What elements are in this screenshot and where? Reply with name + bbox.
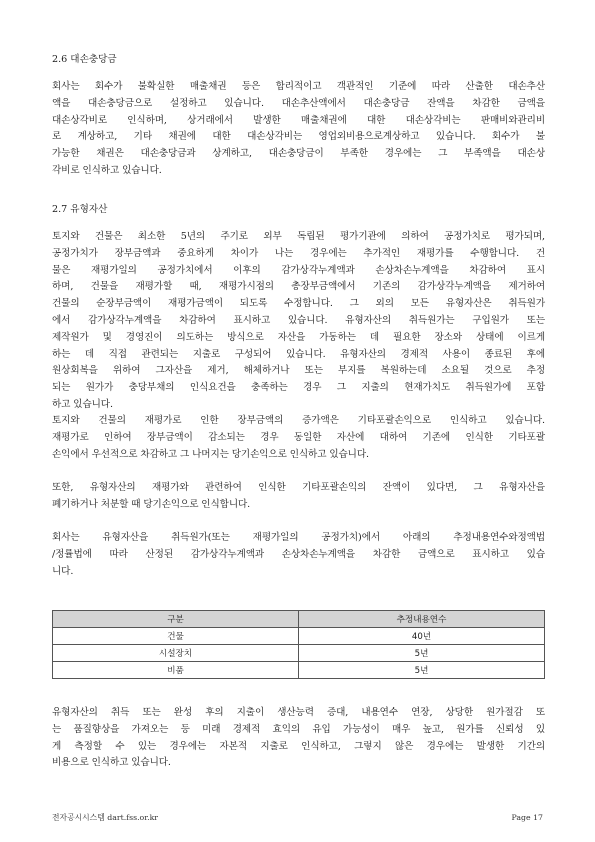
- text-line: 되는 원가가 충당부채의 인식요건을 충족하는 경우 그 지출의 현재가치도 취득원가에 포함: [52, 382, 545, 394]
- text-line: 토지와 건물은 최소한 5년의 주기로 외부 독립된 평가기관에 의하여 공정가치로 평가되며,: [52, 231, 545, 242]
- text-line: 각비로 인식하고 있습니다.: [52, 164, 162, 176]
- text-line: 또한, 유형자산의 재평가와 관련하여 인식한 기타포괄손익의 잔액이 있다면, 그 유형자산을: [52, 482, 545, 493]
- table-cell-category: 시설장치: [53, 645, 299, 662]
- text-line: 가능한 채권은 대손충당금과 상계하고, 대손충당금이 부족한 경우에는 그 부족액을 대손상: [52, 148, 545, 160]
- table-row: [53, 645, 545, 662]
- section-heading-tangible-assets: 2.7 유형자산: [52, 204, 108, 215]
- text-line: 는 품질향상을 가져오는 등 미래 경제적 효익의 유입 가능성이 매우 높고, 원가를 신뢰성 있: [52, 723, 545, 735]
- table-cell-category: 비품: [53, 662, 299, 679]
- text-line: 비용으로 인식하고 있습니다.: [52, 757, 171, 769]
- paragraph-allowance: [52, 79, 545, 180]
- text-line: 액을 대손충당금으로 설정하고 있습니다. 대손추산액에서 대손충당금 잔액을 차감한 금액을: [52, 97, 545, 109]
- table-cell-useful-life: 40년: [299, 628, 545, 645]
- text-line: 공정가치가 장부금액과 중요하게 차이가 나는 경우에는 추가적인 재평가를 수행합니다. 건: [52, 247, 545, 259]
- text-line: 회사는 회수가 불확실한 매출채권 등은 합리적이고 객관적인 기준에 따라 산출한 대손추산: [52, 81, 545, 92]
- table-row: [53, 662, 545, 679]
- table-header-row: [53, 611, 545, 628]
- table-cell-useful-life: 5년: [299, 662, 545, 679]
- text-line: 손익에서 우선적으로 차감하고 그 나머지는 당기손익으로 인식하고 있습니다.: [52, 448, 369, 460]
- text-line: 게 측정할 수 있는 경우에는 자본적 지출로 인식하고, 그렇지 않은 경우에는 발생한 기간의: [52, 740, 545, 752]
- table-header-category: 구분: [53, 611, 299, 628]
- text-line: 제작원가 및 경영진이 의도하는 방식으로 자산을 가동하는 데 필요한 장소와 상태에 이르게: [52, 331, 545, 343]
- paragraph-revaluation-gain: [52, 413, 545, 463]
- text-line: 토지와 건물의 재평가로 인한 장부금액의 증가액은 기타포괄손익으로 인식하고 있습니다.: [52, 415, 545, 426]
- text-line: 폐기하거나 처분할 때 당기손익으로 인식합니다.: [52, 498, 251, 510]
- table-row: [53, 628, 545, 645]
- paragraph-revaluation: [52, 229, 545, 414]
- paragraph-depreciation-method: [52, 530, 545, 580]
- text-line: 하고 있습니다.: [52, 398, 113, 410]
- section-heading-allowance: 2.6 대손충당금: [52, 54, 117, 65]
- text-line: 니다.: [52, 565, 74, 577]
- footer-source: 전자공시시스템 dart.fss.or.kr: [52, 813, 159, 822]
- useful-life-table: [52, 610, 545, 679]
- table-cell-useful-life: 5년: [299, 645, 545, 662]
- text-line: 하는 데 직접 관련되는 지출로 구성되어 있습니다. 유형자산의 경제적 사용이 종료된 후에: [52, 348, 545, 360]
- text-line: 재평가로 인하여 장부금액이 감소되는 경우 동일한 자산에 대하여 기존에 인식한 기타포괄: [52, 431, 545, 443]
- text-line: 건물의 순장부금액이 재평가금액이 되도록 수정합니다. 그 외의 모든 유형자산은 취득원가: [52, 298, 545, 310]
- paragraph-disposal: [52, 480, 545, 514]
- text-line: 에서 감가상각누계액을 차감하여 표시하고 있습니다. 유형자산의 취득원가는 구입원가 또는: [52, 314, 545, 326]
- text-line: 물은 재평가일의 공정가치에서 이후의 감가상각누계액과 손상차손누계액을 차감하여 표시: [52, 264, 545, 276]
- text-line: 유형자산의 취득 또는 완성 후의 지출이 생산능력 증대, 내용연수 연장, 상당한 원가절감 또: [52, 707, 545, 718]
- text-line: 로 계상하고, 기타 채권에 대한 대손상각비는 영업외비용으로계상하고 있습니다. 회수가 불: [52, 131, 545, 143]
- text-line: 원상회복을 위하여 그자산을 제거, 해체하거나 또는 부지를 복원하는데 소요될 것으로 추정: [52, 365, 545, 377]
- text-line: 대손상각비로 인식하며, 상거래에서 발생한 매출채권에 대한 대손상각비는 판매비와관리비: [52, 114, 545, 126]
- paragraph-subsequent-expenditure: [52, 705, 545, 772]
- footer-page-number: Page 17: [511, 813, 543, 822]
- table-header-useful-life: 추정내용연수: [299, 611, 545, 628]
- text-line: 하며, 건물을 재평가할 때, 재평가시점의 총장부금액에서 기존의 감가상각누계액을 제거하여: [52, 281, 545, 293]
- text-line: 회사는 유형자산을 취득원가(또는 재평가일의 공정가치)에서 아래의 추정내용연수와정액법: [52, 532, 545, 543]
- table-cell-category: 건물: [53, 628, 299, 645]
- text-line: /정률법에 따라 산정된 감가상각누계액과 손상차손누계액을 차감한 금액으로 표시하고 있습: [52, 548, 545, 560]
